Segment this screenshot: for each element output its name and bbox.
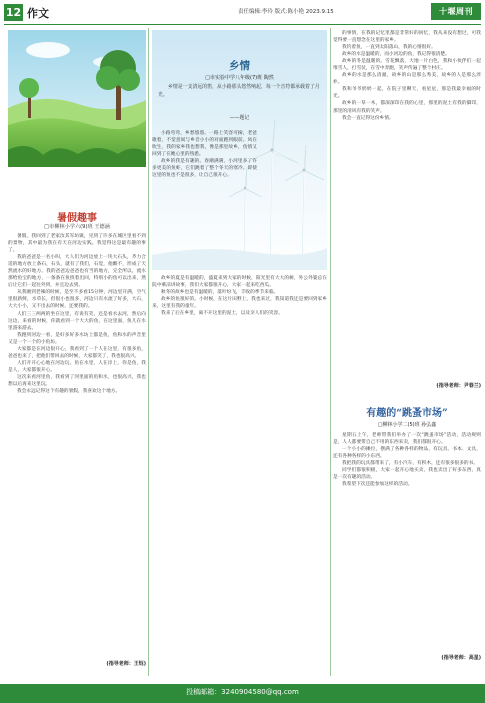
article-body-lower xyxy=(152,275,327,665)
article-byline: □市实验中学八年级(7)班 陶然 xyxy=(205,75,274,81)
masthead-logo: 十堰周刊 xyxy=(431,3,481,20)
page-number: 12 xyxy=(5,6,22,19)
paragraph: 故乡的一草一木，都深深印在我的心里，那里的泥土有我的脚印，那里的清风有我的笑声。 xyxy=(333,101,481,114)
paragraph: 大家都是在河边很开心，我看到了一个人在这里，有很多鱼，爸爸也来了，把他们带回去的时候，大家都笑了，我也很高兴。 xyxy=(8,346,146,359)
paragraph: 我钓着鱼，一直到太阳落山，我的心情很好。 xyxy=(342,45,436,51)
header-divider xyxy=(4,24,481,25)
paragraph: 我来了后在乡里，离不开这里的泥土，以及亲人们的笑容。 xyxy=(161,311,283,317)
paragraph: 暑假，我回到了老家汝其军坊镇，见到了许多在城区里看不到的景物，其中最为我在有天在河边实践。我觉得这是最有趣的事了。 xyxy=(8,234,146,254)
paragraph: 一个小小的摊位，摆满了各种各样的物品，有玩具、书本、文具，还有各种各样的小东西。 xyxy=(333,447,481,460)
article-byline: □市柳林小学六(9)班 王德涵 xyxy=(44,224,110,230)
column-divider xyxy=(330,28,331,676)
paragraph: 故乡的鱼很好的。小时候，在这片田野上，我也来过，我知道我还是要回到家乡来，这里有我的童年。 xyxy=(152,297,327,310)
middle-article xyxy=(152,30,327,670)
paragraph: 人们三三两两的坐在这里，有说有笑，还是看水去河，然后向这边，来看的时候，你就看到一个大大的鱼，在这里面，鱼儿在水里游来游去。 xyxy=(8,311,146,331)
article-body xyxy=(333,30,481,380)
paragraph: 我会永远记得这个有趣的暑假，我喜欢这个地方。 xyxy=(17,389,121,395)
landscape-illustration xyxy=(8,30,146,167)
article-title: 乡情 xyxy=(229,60,250,72)
article-title: 有趣的“跳蚤市场” xyxy=(366,408,448,419)
paragraph: 星期五上午，老师带我们举办了一次“跳蚤市场”活动，活动规则是，人人都要带自己不用的东西来卖，我们都很开心。 xyxy=(333,433,481,446)
paragraph: 我把我的玩具都带来了，有小汽车，有积木，还有很多很多的书。 xyxy=(342,461,478,467)
left-article xyxy=(8,30,146,670)
paragraph: 这次来看河里鱼，我看到了河里面的鱼和水，也很高兴，我也想以后再来这里玩。 xyxy=(8,374,146,387)
right-column xyxy=(333,30,481,670)
column-divider xyxy=(148,28,149,676)
paragraph: 故乡的冬是温暖的。雪花飘落，大地一片白色，我和小伙伴们一起堆雪人，打雪仗，在雪中奔跑，笑声传遍了整个村庄。 xyxy=(333,59,481,72)
paragraph: 我和爷爷奶奶一起，在院子里聊天，看星星，那是我最幸福的时光。 xyxy=(333,87,481,100)
editor-meta: 责任编辑:李玲 版式:陈小艳 2023.9.15 xyxy=(238,9,334,15)
epigraph: 乡情是一支清远的笛，从小路那头悠然响起，每一个音符都承载着了月光。 xyxy=(158,84,320,98)
paragraph: 我跑到河边一看，是好多好多水坊上都是鱼，鱼和水的声音里又是一个一个的小鱼坊。 xyxy=(8,332,146,345)
article-byline: □柳林小学二(5)班 孙弘鑫 xyxy=(377,422,437,428)
teacher-credit: (指导老师：高星) xyxy=(441,655,481,661)
paragraph: 我希望下次还能参加这样的活动。 xyxy=(342,482,413,488)
epigraph-sign: ——题记 xyxy=(229,115,250,121)
paragraph: 同学们都很积极，大家一起开心地买卖，我也卖出了好多东西，真是一次有趣的活动。 xyxy=(333,468,481,481)
paragraph: 的事情，在我的记忆里都是非常好的回忆，我从来没有想过，可我觉得要一直想念在这里的家乡。 xyxy=(333,31,481,44)
paragraph: 小路弯弯，乡愁悠悠。一路上笑容可掬，老爸歌着，不觉意间与乡音小小的对面跑到眼前。风在吹生，我的家乡我也想我，像是那里故乡，鱼情又回到了在她心里的熟悉。 xyxy=(152,131,257,158)
section-title: 作文 xyxy=(27,7,49,20)
paragraph: 人们开开心心地在河边玩，鱼在水里，人在岸上，你是鱼，我是人，大家都很开心。 xyxy=(8,360,146,373)
paragraph: 故乡的水是温暖的，而小河边的鱼，我记得很清楚。 xyxy=(342,52,450,58)
paragraph: 我的爸爸是一名小叫，大人们为河边放上一块大石头，齐力合适的地方放上条石，石头，就有了我们，石觉，他酣不，形成了天然流水的好地方。我的爸爸边爸爸也有当的地方，完全所以，流水那给鱼宝的地方，一条条在鱼找着出回，特别小的鱼可以出来，然后让它们一起往外到，并且边去到。 xyxy=(8,255,146,289)
page-footer xyxy=(0,684,485,703)
paragraph: 故乡的水是那么清澈，故乡的山是那么秀美，故乡的人是那么淳朴。 xyxy=(333,73,481,86)
paragraph: 秋冬的故乡也是有温暖的，落叶纷飞，丰收的季节来临。 xyxy=(161,290,279,296)
page-header xyxy=(0,0,485,26)
paragraph: 从我刚到老辣的时候，是至不多看15分钟，河边里开满，空气里很新鲜，水草长，但很小也很多，河边只有水流了好多，大石，大大小小，又不出去的时候，还要我的。 xyxy=(8,290,146,310)
article-title: 暑假趣事 xyxy=(57,213,97,224)
submission-email: 投稿邮箱：3240904580@qq.com xyxy=(186,688,299,696)
paragraph: 我会一直记得这份乡情。 xyxy=(342,115,394,121)
paragraph: 故乡的我是有趣的。春潮满满，小河里多了许多更美的鱼虾，它们跳着了整个冬天的寒冷。即使这里的鱼也不是很多，让自己很开心。 xyxy=(152,159,257,179)
paragraph: 故乡的夏是有温暖的，盛夏来到大家的时候，阳光里有大大的树，外公外婆总在院中乘凉讲故事，我们大家都很开心，大家一起来吃西瓜。 xyxy=(152,276,327,289)
teacher-credit: (指导老师：王钰) xyxy=(106,661,146,667)
article-body xyxy=(333,432,481,654)
teacher-credit: (指导老师：尹春兰) xyxy=(436,383,481,389)
article-body xyxy=(8,233,146,658)
